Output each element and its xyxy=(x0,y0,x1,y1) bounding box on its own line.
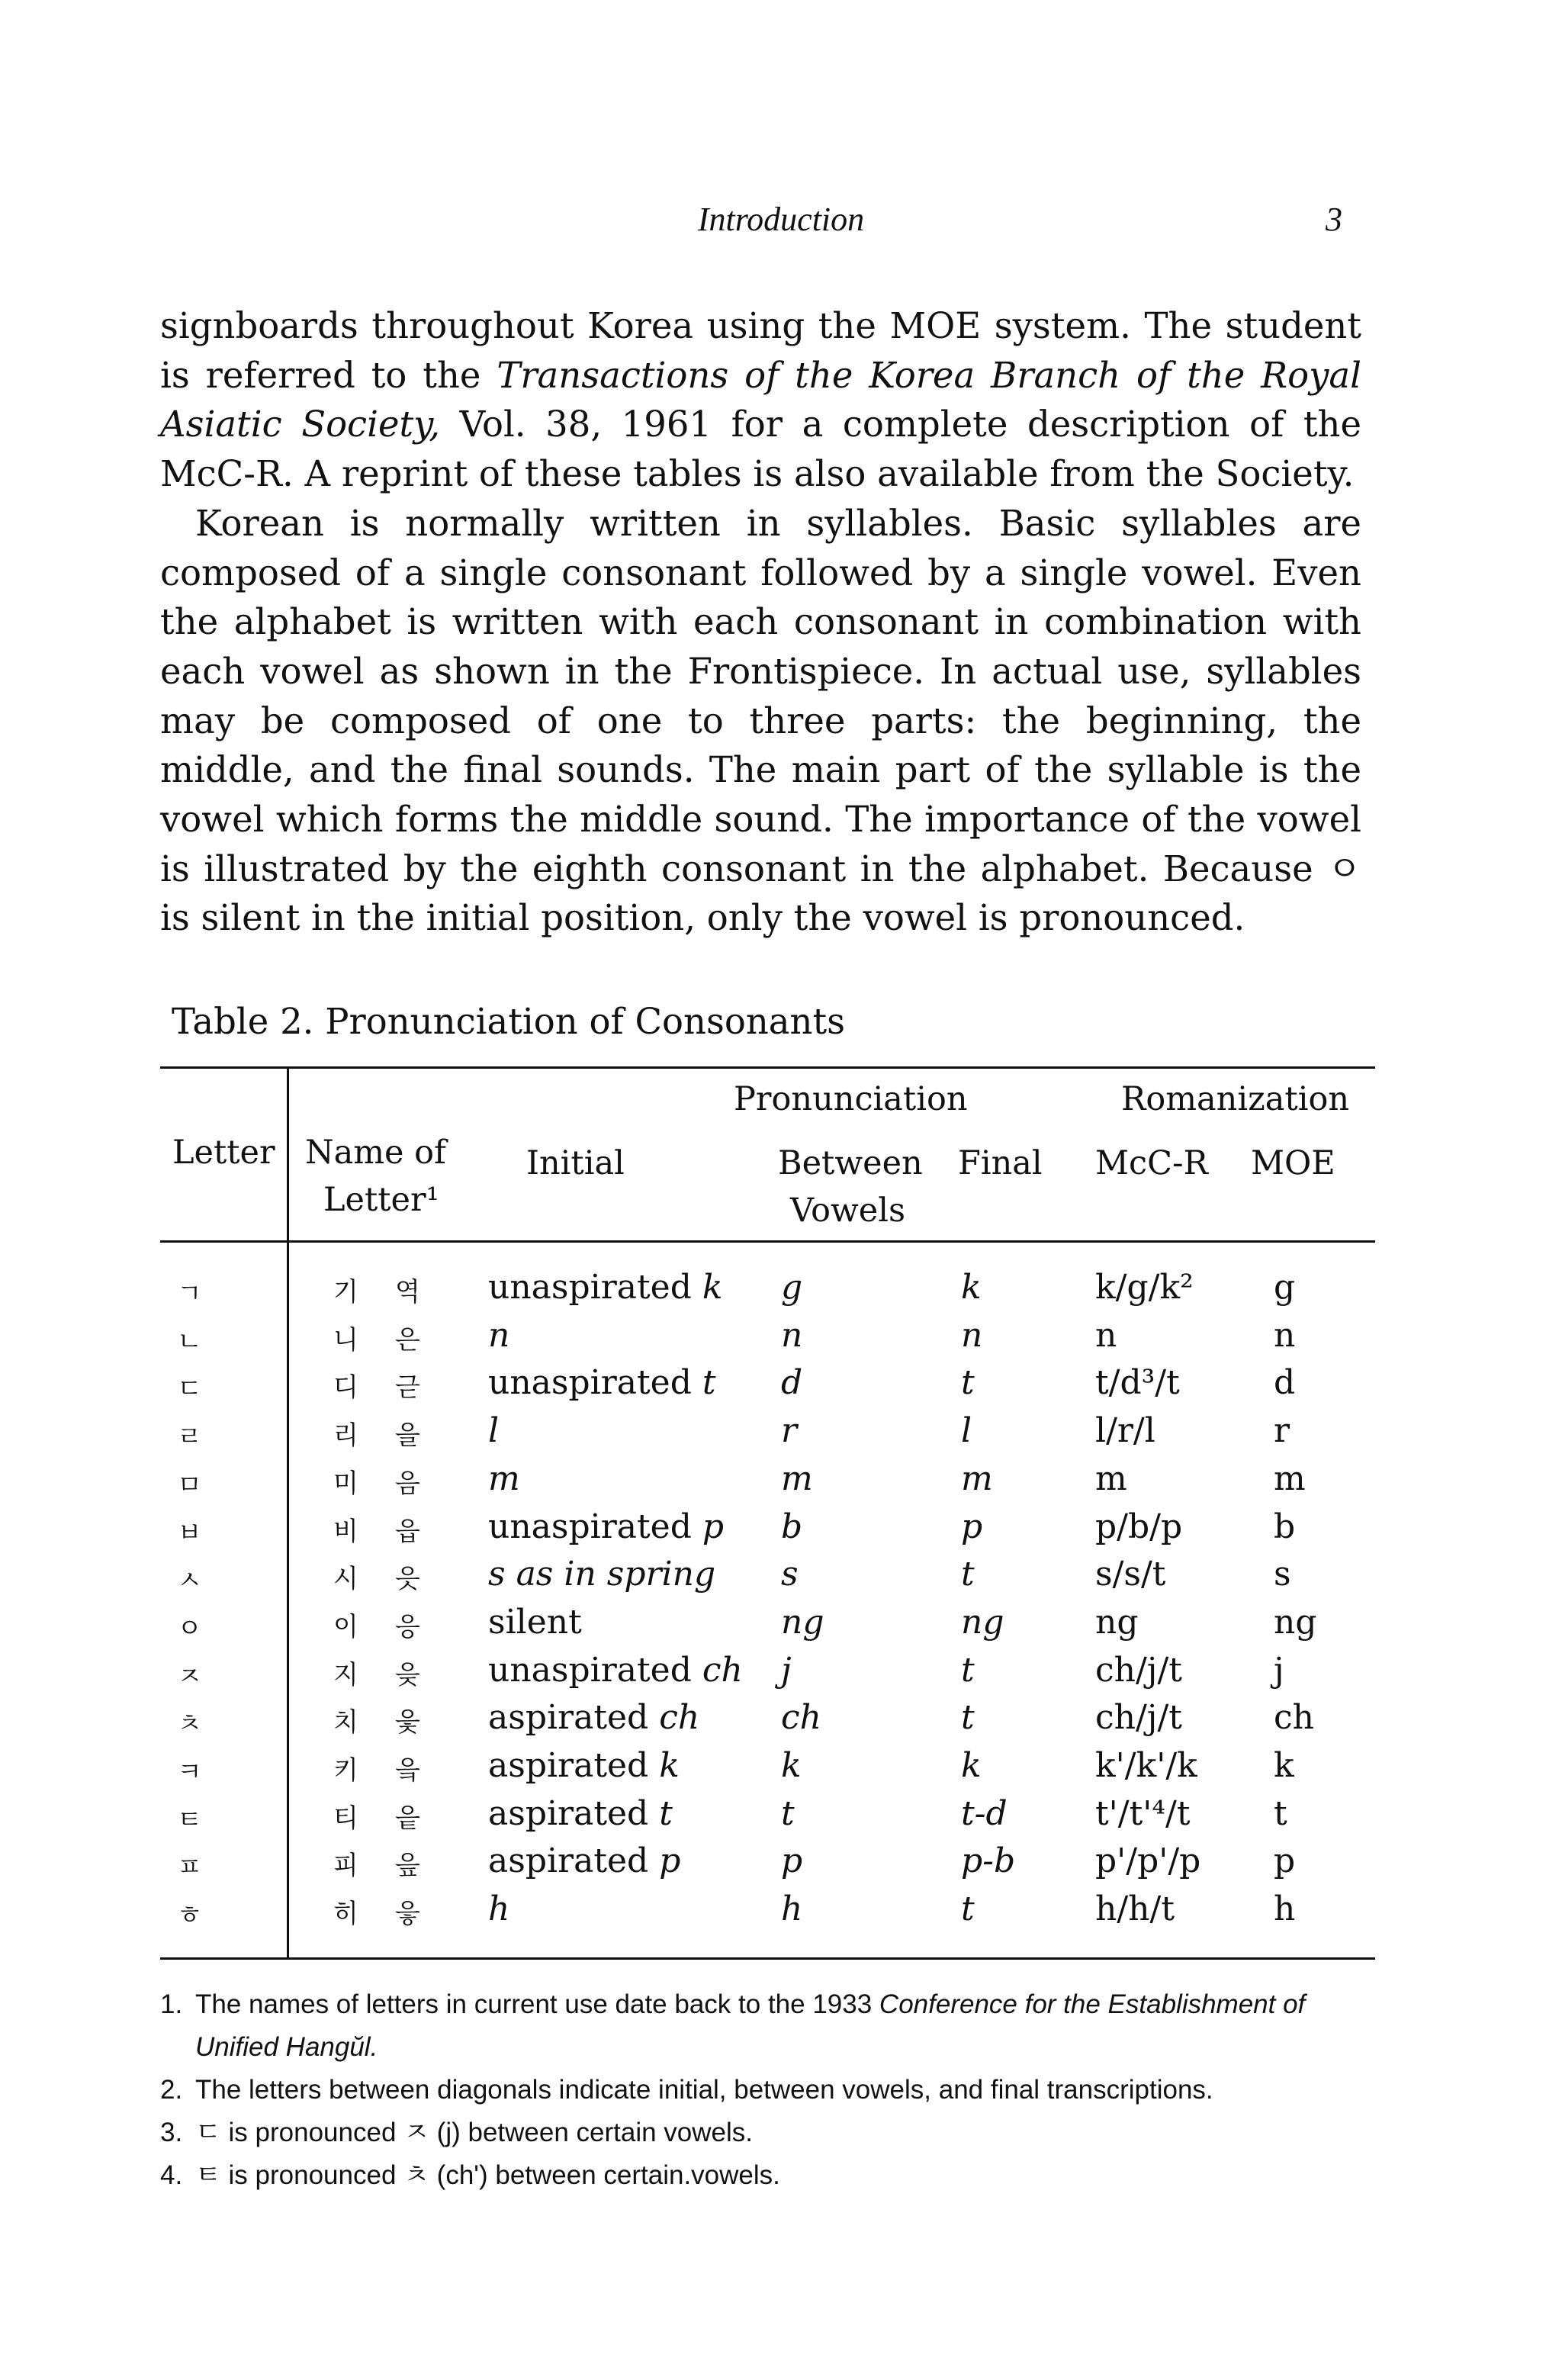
row-name-syllable-2: 음 xyxy=(395,1468,420,1499)
row-mccr: n xyxy=(1095,1316,1117,1355)
row-name-syllable-2: 읒 xyxy=(395,1660,420,1690)
row-final: ng xyxy=(961,1603,1004,1642)
row-mccr: k/g/k² xyxy=(1095,1268,1194,1307)
row-final: m xyxy=(961,1459,993,1498)
row-final: p xyxy=(961,1507,983,1546)
row-name-syllable-1: 기 xyxy=(333,1277,358,1307)
row-moe: b xyxy=(1274,1507,1296,1546)
footnote-1-text: The names of letters in current use date back to the 1933 xyxy=(195,1989,879,2019)
header-letter: Letter xyxy=(172,1134,275,1172)
row-initial-italic: s as in spring xyxy=(488,1555,716,1594)
row-name-syllable-1: 비 xyxy=(333,1516,358,1547)
row-name-syllable-2: 읖 xyxy=(395,1851,420,1881)
row-name-syllable-2: 읏 xyxy=(395,1564,420,1594)
header-romanization: Romanization xyxy=(1121,1080,1350,1118)
row-between-vowels: k xyxy=(781,1746,802,1785)
row-between-vowels: n xyxy=(781,1316,803,1355)
row-mccr: m xyxy=(1095,1459,1127,1498)
row-initial-text: unaspirated xyxy=(488,1507,702,1546)
row-name-syllable-2: 읓 xyxy=(395,1707,420,1738)
row-moe: ng xyxy=(1274,1603,1317,1642)
row-letter: ㄴ xyxy=(177,1327,202,1357)
row-initial-italic: t xyxy=(702,1363,716,1402)
row-initial xyxy=(488,1411,499,1450)
row-initial xyxy=(488,1507,724,1546)
header-name-2: Letter¹ xyxy=(323,1181,439,1219)
row-moe: d xyxy=(1274,1363,1296,1402)
row-name-syllable-2: 을 xyxy=(395,1420,420,1451)
footnote-4-number: 4. xyxy=(160,2160,183,2190)
row-initial-italic: ch xyxy=(702,1651,743,1690)
row-name-syllable-2: 역 xyxy=(395,1277,420,1307)
row-letter: ㅋ xyxy=(177,1757,202,1787)
row-name-syllable-2: 읗 xyxy=(395,1899,420,1929)
footnote-4-text: ㅌ is pronounced ㅊ (ch') between certain.vowels. xyxy=(195,2160,780,2190)
row-name-syllable-1: 이 xyxy=(333,1612,358,1642)
row-initial-italic: m xyxy=(488,1459,520,1498)
row-initial-italic: t xyxy=(659,1794,673,1833)
row-letter: ㅇ xyxy=(177,1613,202,1644)
row-initial-italic: k xyxy=(659,1746,680,1785)
row-final: t xyxy=(961,1698,975,1737)
footnote-1 xyxy=(160,1983,1380,2069)
row-final: l xyxy=(961,1411,972,1450)
row-between-vowels: s xyxy=(781,1555,799,1594)
row-name-syllable-1: 피 xyxy=(333,1851,358,1881)
row-mccr: t'/t'⁴/t xyxy=(1095,1794,1191,1833)
row-final: t xyxy=(961,1555,975,1594)
footnote-4 xyxy=(160,2154,1380,2197)
row-moe: r xyxy=(1274,1411,1290,1450)
row-letter: ㅍ xyxy=(177,1852,202,1883)
row-mccr: t/d³/t xyxy=(1095,1363,1180,1402)
row-between-vowels: j xyxy=(781,1651,792,1690)
row-between-vowels: r xyxy=(781,1411,798,1450)
row-initial xyxy=(488,1651,743,1690)
footnote-1-number: 1. xyxy=(160,1989,183,2019)
row-initial xyxy=(488,1841,680,1880)
footnotes xyxy=(160,1983,1380,2197)
row-moe: k xyxy=(1274,1746,1294,1785)
row-initial-text: aspirated xyxy=(488,1698,660,1737)
row-name-syllable-1: 미 xyxy=(333,1468,358,1499)
row-letter: ㅂ xyxy=(177,1518,202,1549)
row-name-syllable-2: 읔 xyxy=(395,1755,420,1786)
row-between-vowels: ng xyxy=(781,1603,824,1642)
row-name-syllable-1: 히 xyxy=(333,1899,358,1929)
row-between-vowels: ch xyxy=(781,1698,821,1737)
row-final: t-d xyxy=(961,1794,1008,1833)
row-mccr: ch/j/t xyxy=(1095,1698,1182,1737)
row-final: t xyxy=(961,1890,975,1928)
row-letter: ㄱ xyxy=(177,1278,202,1309)
row-name-syllable-2: 귿 xyxy=(395,1372,420,1403)
row-letter: ㅁ xyxy=(177,1470,202,1500)
row-initial-text: aspirated xyxy=(488,1746,660,1785)
row-letter: ㅎ xyxy=(177,1900,202,1931)
table-header-rule xyxy=(160,1240,1375,1243)
row-initial-italic: p xyxy=(702,1507,725,1546)
row-final: p-b xyxy=(961,1841,1016,1880)
row-name-syllable-2: 읍 xyxy=(395,1516,420,1547)
row-letter: ㄹ xyxy=(177,1422,202,1452)
row-initial xyxy=(488,1459,520,1498)
footnote-1-title: Conference for the Establishment of Unified Hangŭl. xyxy=(195,1989,1306,2062)
row-name-syllable-1: 티 xyxy=(333,1803,358,1834)
row-name-syllable-1: 치 xyxy=(333,1707,358,1738)
row-moe: n xyxy=(1274,1316,1296,1355)
header-between-2: Vowels xyxy=(790,1192,906,1230)
header-initial: Initial xyxy=(526,1144,625,1182)
row-mccr: ng xyxy=(1095,1603,1139,1642)
row-moe: p xyxy=(1274,1841,1296,1880)
footnote-2-number: 2. xyxy=(160,2075,183,2105)
row-mccr: ch/j/t xyxy=(1095,1651,1182,1690)
row-name-syllable-1: 키 xyxy=(333,1755,358,1786)
row-name-syllable-2: 읕 xyxy=(395,1803,420,1834)
row-initial-italic: l xyxy=(488,1411,500,1450)
header-name-1: Name of xyxy=(305,1134,446,1172)
row-between-vowels: m xyxy=(781,1459,813,1498)
row-initial-italic: k xyxy=(702,1268,723,1307)
row-final: k xyxy=(961,1746,982,1785)
row-name-syllable-1: 니 xyxy=(333,1325,358,1356)
footnote-2 xyxy=(160,2069,1380,2111)
row-final: n xyxy=(961,1316,983,1355)
row-moe: t xyxy=(1274,1794,1287,1833)
row-initial-italic: ch xyxy=(659,1698,700,1737)
row-mccr: l/r/l xyxy=(1095,1411,1155,1450)
row-initial xyxy=(488,1268,723,1307)
row-mccr: s/s/t xyxy=(1095,1555,1166,1594)
row-moe: h xyxy=(1274,1890,1296,1928)
header-between-1: Between xyxy=(778,1144,923,1182)
row-letter: ㅊ xyxy=(177,1709,202,1739)
row-mccr: k'/k'/k xyxy=(1095,1746,1197,1785)
table-caption: Table 2. Pronunciation of Consonants xyxy=(172,1001,846,1042)
row-moe: ch xyxy=(1274,1698,1314,1737)
row-mccr: p'/p'/p xyxy=(1095,1841,1201,1880)
row-initial-italic: n xyxy=(488,1316,510,1355)
row-initial-text: aspirated xyxy=(488,1794,660,1833)
body-text xyxy=(160,301,1361,943)
p1-journal-title: Transactions of the Korea Branch of the Royal Asiatic Society, xyxy=(160,354,1361,445)
row-between-vowels: p xyxy=(781,1841,803,1880)
row-initial xyxy=(488,1746,680,1785)
header-final: Final xyxy=(958,1144,1043,1182)
row-final: k xyxy=(961,1268,982,1307)
row-name-syllable-1: 지 xyxy=(333,1660,358,1690)
row-name-syllable-2: 응 xyxy=(395,1612,420,1642)
page-number: 3 xyxy=(1326,201,1342,238)
row-final: t xyxy=(961,1363,975,1402)
row-initial-text: aspirated xyxy=(488,1841,660,1880)
row-between-vowels: b xyxy=(781,1507,803,1546)
row-between-vowels: h xyxy=(781,1890,803,1928)
paragraph-2: Korean is normally written in syllables. Basic syllables are composed of a single consonant followed by a single vowel. Even the alphabet is written with each consonant in combination with each vowel as shown in the Frontispiece. In actual use, syllables may be composed of one to three parts: the beginning, the middle, and the final sounds. The main part of the syllable is the vowel which forms the middle sound. The importance of the vowel is illustrated by the eighth consonant in the alphabet. Because ㅇ is silent in the initial position, only the vowel is pronounced. xyxy=(160,502,1361,939)
footnote-3 xyxy=(160,2111,1380,2154)
table-letter-divider xyxy=(287,1066,289,1959)
row-between-vowels: d xyxy=(781,1363,803,1402)
row-letter: ㄷ xyxy=(177,1374,202,1404)
row-initial xyxy=(488,1698,699,1737)
row-initial-text: unaspirated xyxy=(488,1651,702,1690)
table-top-rule xyxy=(160,1066,1375,1069)
row-initial-italic: p xyxy=(659,1841,681,1880)
row-name-syllable-1: 디 xyxy=(333,1372,358,1403)
header-mccr: McC-R xyxy=(1095,1144,1208,1182)
row-name-syllable-1: 시 xyxy=(333,1564,358,1594)
footnote-3-text: ㄷ is pronounced ㅈ (j) between certain vowels. xyxy=(195,2118,754,2147)
row-between-vowels: t xyxy=(781,1794,795,1833)
footnote-3-number: 3. xyxy=(160,2118,183,2147)
paragraph-1 xyxy=(160,301,1361,499)
row-moe: j xyxy=(1274,1651,1284,1690)
row-letter: ㅈ xyxy=(177,1661,202,1692)
row-initial xyxy=(488,1555,715,1594)
row-between-vowels: g xyxy=(781,1268,803,1307)
row-initial xyxy=(488,1603,582,1642)
table-bottom-rule xyxy=(160,1957,1375,1960)
row-initial-italic: h xyxy=(488,1890,510,1928)
header-moe: MOE xyxy=(1251,1144,1335,1182)
footnote-2-text: The letters between diagonals indicate initial, between vowels, and final transcriptions. xyxy=(195,2075,1213,2105)
row-letter: ㅌ xyxy=(177,1805,202,1835)
row-initial xyxy=(488,1890,509,1928)
row-initial xyxy=(488,1794,673,1833)
row-name-syllable-2: 은 xyxy=(395,1325,420,1356)
running-head-title: Introduction xyxy=(697,201,865,238)
p1-text-a: signboards throughout Korea using the MOE system. The student is referred to the xyxy=(160,305,1361,396)
header-pronunciation: Pronunciation xyxy=(734,1080,968,1118)
row-initial xyxy=(488,1316,509,1355)
row-letter: ㅅ xyxy=(177,1565,202,1596)
row-name-syllable-1: 리 xyxy=(333,1420,358,1451)
row-moe: s xyxy=(1274,1555,1291,1594)
row-final: t xyxy=(961,1651,975,1690)
row-initial-text: unaspirated xyxy=(488,1363,702,1402)
row-moe: m xyxy=(1274,1459,1306,1498)
row-mccr: h/h/t xyxy=(1095,1890,1175,1928)
row-mccr: p/b/p xyxy=(1095,1507,1183,1546)
row-initial-text: unaspirated xyxy=(488,1268,702,1307)
row-moe: g xyxy=(1274,1268,1296,1307)
row-initial-text: silent xyxy=(488,1603,582,1642)
row-initial xyxy=(488,1363,716,1402)
p1-text-b: Vol. 38, 1961 for a complete description of the McC-R. A reprint of these tables is also available from the Society. xyxy=(160,404,1361,495)
